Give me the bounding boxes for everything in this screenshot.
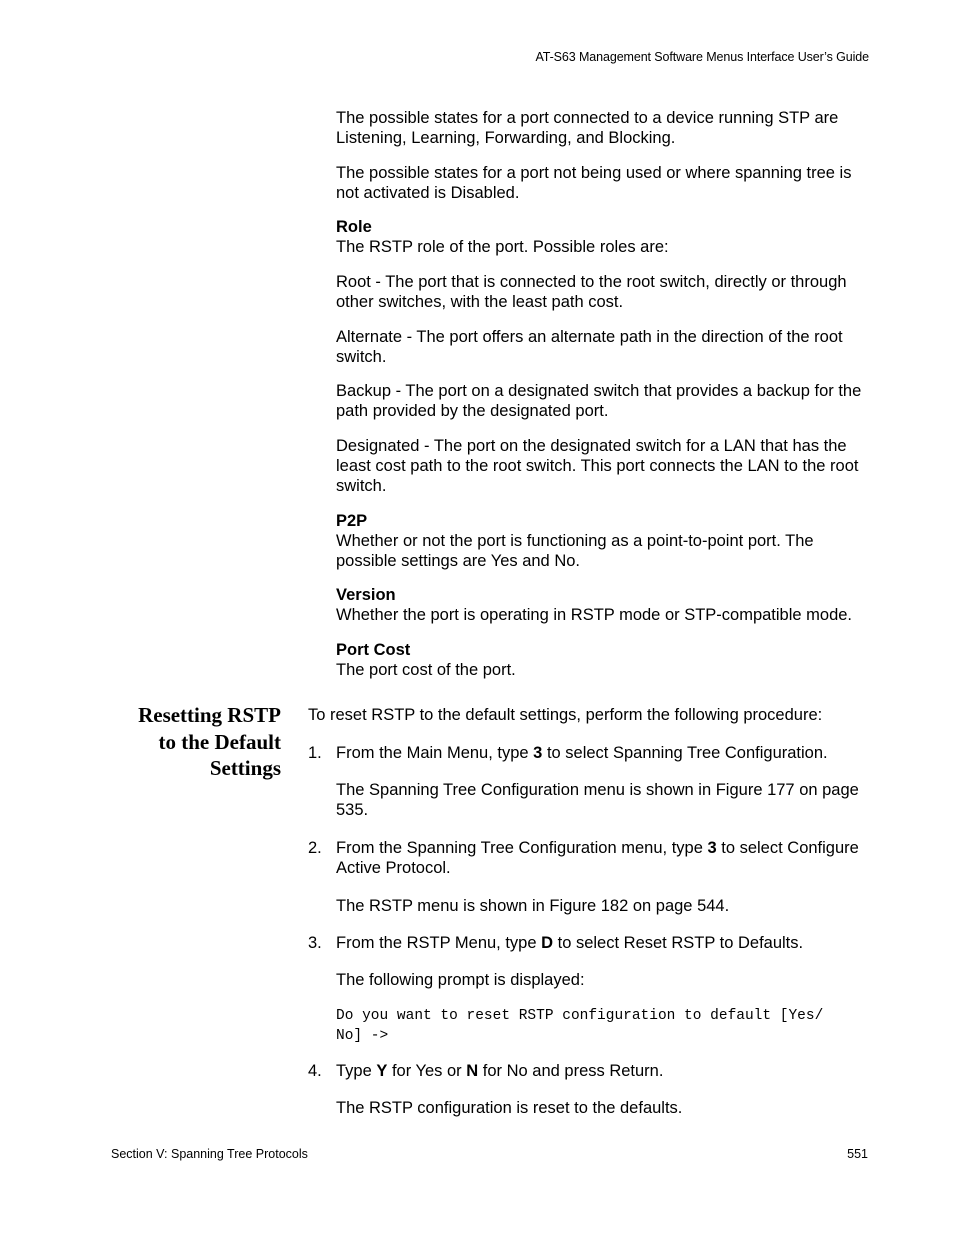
step-3-note: The following prompt is displayed: xyxy=(336,971,585,989)
states-paragraph-1: The possible states for a port connected to a device running STP are Listening, Learning, Forwarding, and Blocking. xyxy=(336,109,839,147)
states-paragraph-2: The possible states for a port not being used or where spanning tree is not activated is Disabled. xyxy=(336,164,852,202)
port-cost-definition xyxy=(336,640,876,680)
role-designated: Designated - The port on the designated switch for a LAN that has the least cost path to the root switch. This port connects the LAN to the root switch. xyxy=(336,437,859,495)
role-definition xyxy=(336,217,876,257)
port-cost-term: Port Cost xyxy=(336,641,411,659)
procedure-intro: To reset RSTP to the default settings, perform the following procedure: xyxy=(308,706,823,724)
step-3: From the RSTP Menu, type D to select Reset RSTP to Defaults. xyxy=(336,934,804,952)
page-number: 551 xyxy=(847,1147,868,1161)
version-term: Version xyxy=(336,586,396,604)
footer-section: Section V: Spanning Tree Protocols xyxy=(111,1147,308,1161)
role-alternate: Alternate - The port offers an alternate path in the direction of the root switch. xyxy=(336,328,843,366)
step-2: From the Spanning Tree Configuration menu, type 3 to select Configure Active Protocol. xyxy=(336,839,859,877)
step-1-number: 1. xyxy=(308,744,322,762)
reset-prompt: Do you want to reset RSTP configuration to default [Yes/ No] -> xyxy=(336,1008,824,1044)
role-term: Role xyxy=(336,218,372,236)
step-1: From the Main Menu, type 3 to select Spanning Tree Configuration. xyxy=(336,744,828,762)
step-2-number: 2. xyxy=(308,839,322,857)
step-3-number: 3. xyxy=(308,934,322,952)
p2p-definition xyxy=(336,511,876,571)
step-4-number: 4. xyxy=(308,1062,322,1080)
version-description: Whether the port is operating in RSTP mode or STP-compatible mode. xyxy=(336,606,853,624)
step-2-note: The RSTP menu is shown in Figure 182 on page 544. xyxy=(336,897,730,915)
p2p-description: Whether or not the port is functioning as a point-to-point port. The possible settings are Yes and No. xyxy=(336,532,814,570)
p2p-term: P2P xyxy=(336,512,368,530)
running-header: AT-S63 Management Software Menus Interface User’s Guide xyxy=(535,50,869,64)
port-cost-description: The port cost of the port. xyxy=(336,661,516,679)
role-root: Root - The port that is connected to the root switch, directly or through other switches, with the least path cost. xyxy=(336,273,847,311)
step-1-note: The Spanning Tree Configuration menu is shown in Figure 177 on page 535. xyxy=(336,781,859,819)
version-definition xyxy=(336,585,876,625)
section-heading: Resetting RSTP to the Default Settings xyxy=(138,703,281,780)
role-description: The RSTP role of the port. Possible roles are: xyxy=(336,238,669,256)
role-backup: Backup - The port on a designated switch that provides a backup for the path provided by the designated port. xyxy=(336,382,862,420)
step-4: Type Y for Yes or N for No and press Return. xyxy=(336,1062,664,1080)
step-4-note: The RSTP configuration is reset to the defaults. xyxy=(336,1099,683,1117)
